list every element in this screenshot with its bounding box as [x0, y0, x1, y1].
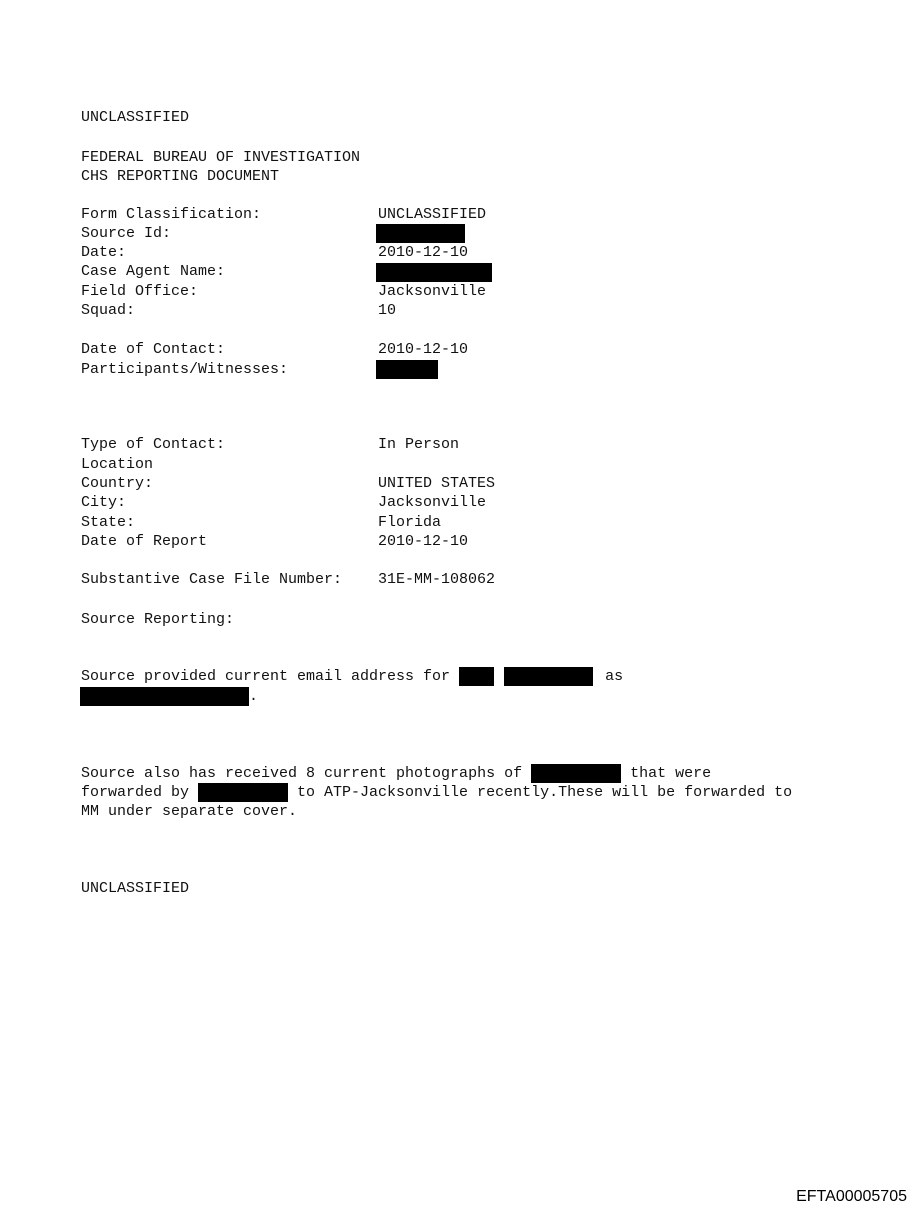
name-redaction	[504, 667, 593, 686]
text: Source provided current email address for	[81, 668, 460, 685]
reporting-paragraph-1-line-1	[81, 667, 623, 686]
source-id-label: Source Id:	[81, 225, 172, 242]
text: forwarded by	[81, 784, 199, 801]
classification-top: UNCLASSIFIED	[81, 109, 190, 126]
date-of-report-label: Date of Report	[81, 533, 208, 550]
date-of-contact-value: 2010-12-10	[378, 341, 469, 358]
source-id-redaction	[376, 224, 465, 243]
name-redaction	[198, 783, 288, 802]
participants-redaction	[376, 360, 438, 379]
document-id: EFTA00005705	[796, 1188, 907, 1205]
email-redaction	[80, 687, 249, 706]
case-agent-label: Case Agent Name:	[81, 263, 226, 280]
field-office-value: Jacksonville	[378, 283, 487, 300]
name-redaction	[531, 764, 621, 783]
reporting-paragraph-2-line-3: MM under separate cover.	[81, 803, 298, 820]
reporting-paragraph-1-line-2	[80, 687, 258, 706]
agency-title: FEDERAL BUREAU OF INVESTIGATION	[81, 149, 361, 166]
city-label: City:	[81, 494, 127, 511]
date-label: Date:	[81, 244, 127, 261]
state-label: State:	[81, 514, 136, 531]
location-label: Location	[81, 456, 154, 473]
type-of-contact-label: Type of Contact:	[81, 436, 226, 453]
country-value: UNITED STATES	[378, 475, 496, 492]
document-type: CHS REPORTING DOCUMENT	[81, 168, 280, 185]
country-label: Country:	[81, 475, 154, 492]
case-file-number-value: 31E-MM-108062	[378, 571, 496, 588]
form-classification-value: UNCLASSIFIED	[378, 206, 487, 223]
field-office-label: Field Office:	[81, 283, 199, 300]
city-value: Jacksonville	[378, 494, 487, 511]
date-value: 2010-12-10	[378, 244, 469, 261]
state-value: Florida	[378, 514, 442, 531]
participants-label: Participants/Witnesses:	[81, 361, 289, 378]
case-agent-redaction	[376, 263, 492, 282]
source-reporting-heading: Source Reporting:	[81, 611, 235, 628]
squad-label: Squad:	[81, 302, 136, 319]
date-of-contact-label: Date of Contact:	[81, 341, 226, 358]
text: to ATP-Jacksonville recently.These will be forwarded to	[288, 784, 793, 801]
form-classification-label: Form Classification:	[81, 206, 262, 223]
case-file-number-label: Substantive Case File Number:	[81, 571, 343, 588]
type-of-contact-value: In Person	[378, 436, 460, 453]
classification-bottom: UNCLASSIFIED	[81, 880, 190, 897]
date-of-report-value: 2010-12-10	[378, 533, 469, 550]
squad-value: 10	[378, 302, 397, 319]
text: .	[249, 688, 259, 705]
reporting-paragraph-2-line-2	[81, 783, 792, 802]
reporting-paragraph-2-line-1	[81, 764, 711, 783]
text: Source also has received 8 current photographs of	[81, 765, 532, 782]
text: as	[596, 668, 624, 685]
text: that were	[621, 765, 712, 782]
name-redaction	[459, 667, 494, 686]
